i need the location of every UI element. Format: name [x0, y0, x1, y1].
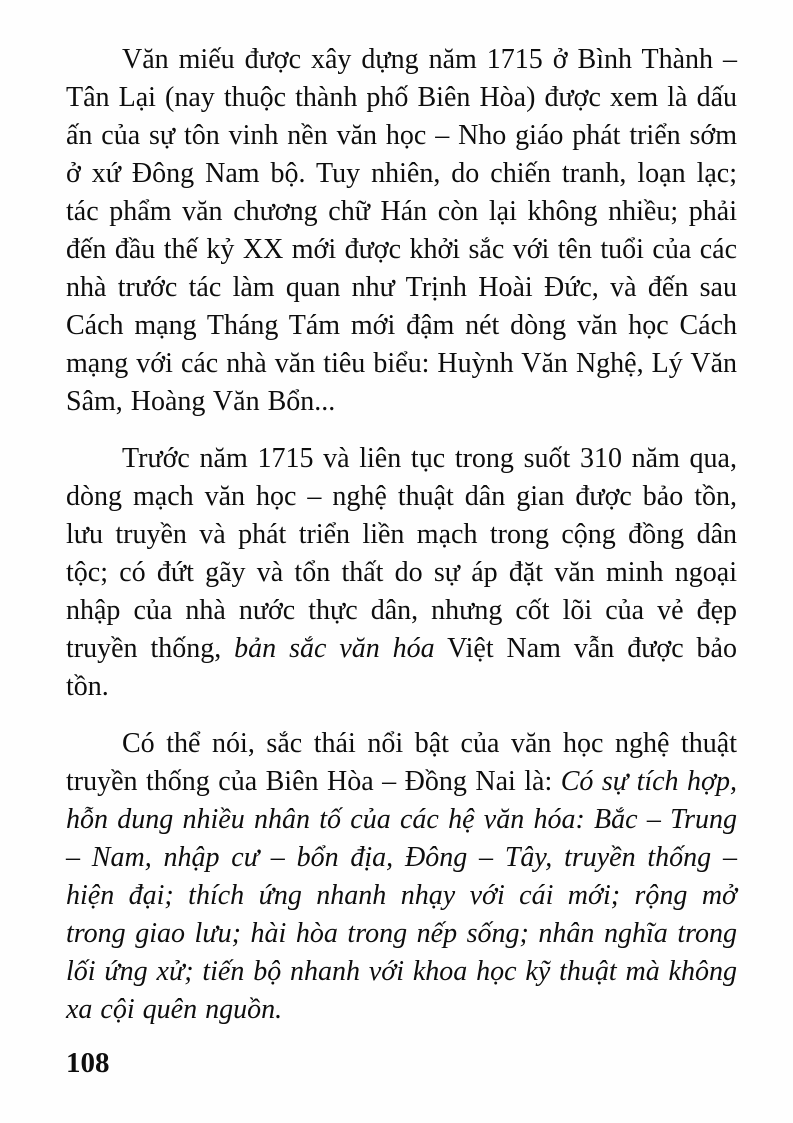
body-text: Văn miếu được xây dựng năm 1715 ở Bình Thành – Tân Lại (nay thuộc thành phố Biên Hòa) được xem là dấu ấn của sự tôn vinh nền văn học – Nho giáo phát triển sớm ở xứ Đông Nam bộ. Tuy nhiên, do chiến tranh, loạn lạc; tác phẩm văn chương chữ Hán còn lại không nhiều; phải đến đầu thế kỷ XX mới được khởi sắc với tên tuổi của các nhà trước tác làm quan như Trịnh Hoài Đức, và đến sau Cách mạng Tháng Tám mới đậm nét dòng văn học Cách mạng với các nhà văn tiêu biểu: Huỳnh Văn Nghệ, Lý Văn Sâm, Hoàng Văn Bổn...: [66, 44, 737, 417]
body-text: Có thể nói, sắc thái nổi bật của văn học nghệ thuật truyền thống của Biên Hòa – Đồng Nai là:: [66, 728, 737, 797]
italic-text: bản sắc văn hóa: [234, 633, 435, 664]
page-number: 108: [66, 1047, 110, 1079]
paragraph: [66, 41, 737, 421]
body-text: Việt Nam vẫn được bảo tồn.: [66, 633, 737, 702]
paragraph: [66, 440, 737, 706]
body-text: Trước năm 1715 và liên tục trong suốt 310 năm qua, dòng mạch văn học – nghệ thuật dân gian được bảo tồn, lưu truyền và phát triển liền mạch trong cộng đồng dân tộc; có đứt gãy và tổn thất do sự áp đặt văn minh ngoại nhập của nhà nước thực dân, nhưng cốt lõi của vẻ đẹp truyền thống,: [66, 443, 737, 664]
page-text: [66, 41, 737, 1029]
italic-text: Có sự tích hợp, hỗn dung nhiều nhân tố của các hệ văn hóa: Bắc – Trung – Nam, nhập cư – bổn địa, Đông – Tây, truyền thống – hiện đại; thích ứng nhanh nhạy với cái mới; rộng mở trong giao lưu; hài hòa trong nếp sống; nhân nghĩa trong lối ứng xử; tiến bộ nhanh với khoa học kỹ thuật mà không xa cội quên nguồn.: [66, 766, 737, 1025]
paragraph: [66, 725, 737, 1029]
